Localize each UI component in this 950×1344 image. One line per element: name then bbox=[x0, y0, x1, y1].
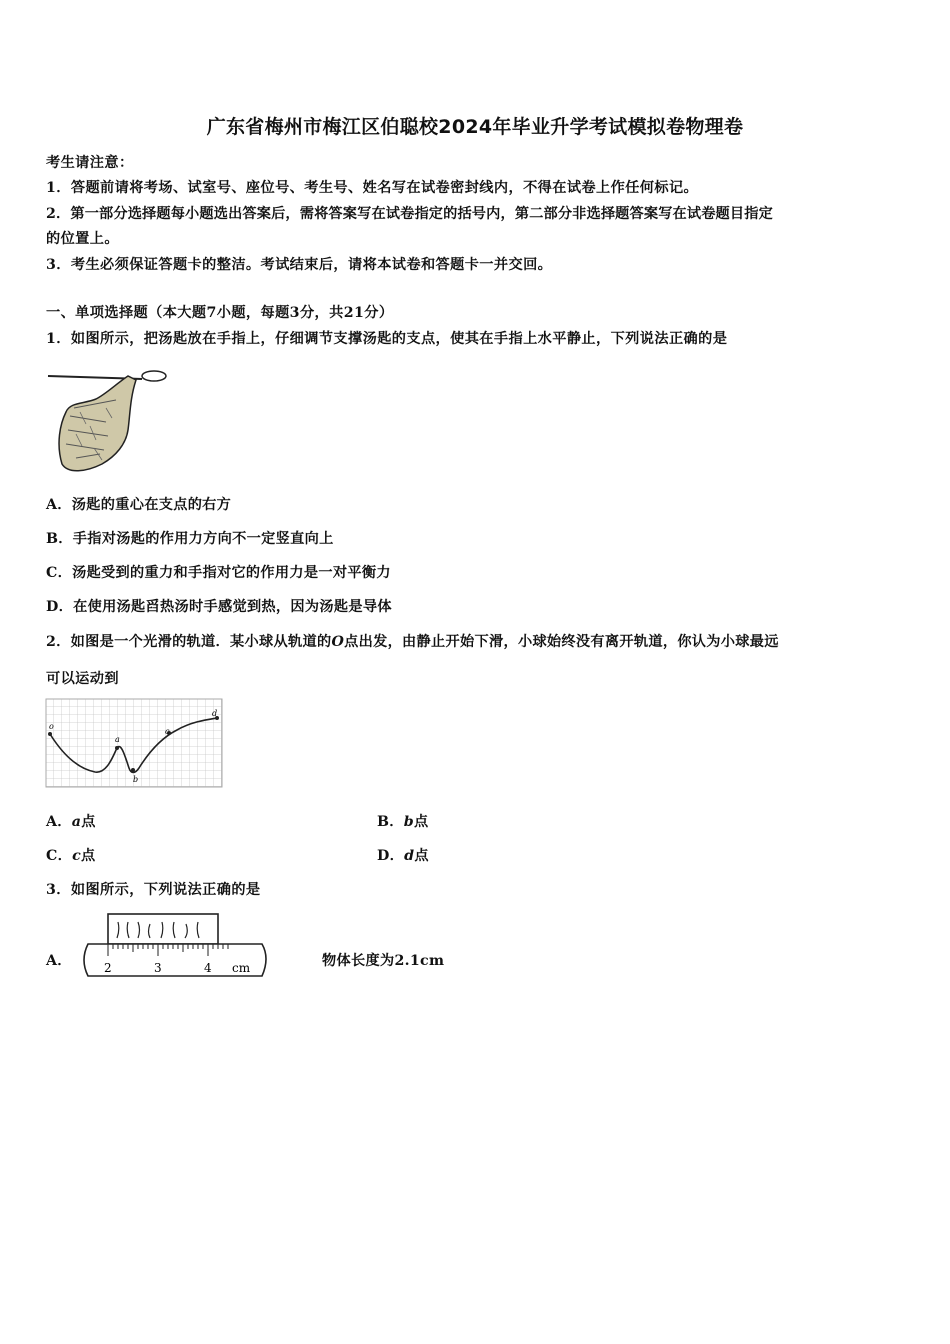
q2-stem-part1: 2．如图是一个光滑的轨道．某小球从轨道的 bbox=[46, 634, 332, 650]
q3-ruler-figure bbox=[78, 910, 272, 984]
q2-option-d bbox=[377, 845, 429, 865]
spoon-bowl bbox=[142, 371, 166, 381]
q1-option-d: D．在使用汤匙舀热汤时手感觉到热，因为汤匙是导体 bbox=[46, 599, 392, 615]
label-d: d bbox=[212, 709, 218, 718]
q2-option-b-var: b bbox=[403, 814, 415, 830]
q3-option-a-label: A． bbox=[46, 953, 72, 969]
q2-track-figure bbox=[45, 698, 223, 788]
notice-heading: 考生请注意： bbox=[46, 155, 134, 171]
q2-stem bbox=[46, 631, 779, 651]
q1-hand-spoon-figure bbox=[46, 364, 176, 476]
page-title: 广东省梅州市梅江区伯聪校2024年毕业升学考试模拟卷物理卷 bbox=[206, 116, 744, 138]
q2-option-d-suffix: 点 bbox=[414, 848, 429, 864]
q1-option-a: A．汤匙的重心在支点的右方 bbox=[46, 497, 232, 513]
q2-option-d-var: d bbox=[404, 848, 415, 864]
q3-stem: 3．如图所示，下列说法正确的是 bbox=[46, 882, 261, 898]
ruler-unit: cm bbox=[232, 961, 251, 975]
q1-option-c: C．汤匙受到的重力和手指对它的作用力是一对平衡力 bbox=[46, 565, 391, 581]
q2-option-c-prefix: C． bbox=[46, 848, 73, 864]
ruler-tick-4: 4 bbox=[204, 961, 212, 975]
hand-outline bbox=[59, 376, 136, 471]
q2-option-a bbox=[46, 811, 96, 831]
ruler-tick-2: 2 bbox=[104, 961, 112, 975]
label-o: o bbox=[49, 722, 54, 731]
notice-item-3: 3．考生必须保证答题卡的整洁。考试结束后，请将本试卷和答题卡一并交回。 bbox=[46, 257, 553, 273]
q2-option-b-suffix: 点 bbox=[414, 814, 429, 830]
q1-option-b: B．手指对汤匙的作用力方向不一定竖直向上 bbox=[46, 531, 334, 547]
q2-option-c-suffix: 点 bbox=[81, 848, 96, 864]
q2-option-a-suffix: 点 bbox=[81, 814, 96, 830]
q2-option-c bbox=[46, 845, 96, 865]
notice-item-2: 2．第一部分选择题每小题选出答案后，需将答案写在试卷指定的括号内，第二部分非选择题答案写在试卷题目指定 bbox=[46, 206, 773, 222]
q2-option-b bbox=[377, 811, 429, 831]
notice-item-1: 1．答题前请将考场、试室号、座位号、考生号、姓名写在试卷密封线内，不得在试卷上作任何标记。 bbox=[46, 180, 699, 196]
q2-option-b-prefix: B． bbox=[377, 814, 404, 830]
ruler-tick-3: 3 bbox=[154, 961, 162, 975]
label-a: a bbox=[115, 735, 120, 744]
q2-option-a-var: a bbox=[71, 814, 82, 830]
q2-stem-point-o: O bbox=[331, 634, 345, 650]
label-b: b bbox=[133, 775, 139, 784]
section-heading: 一、单项选择题（本大题7小题，每题3分，共21分） bbox=[46, 305, 394, 321]
q2-option-c-var: c bbox=[72, 848, 82, 864]
notice-item-2-cont: 的位置上。 bbox=[46, 231, 119, 247]
q3-option-a-text: 物体长度为2.1cm bbox=[322, 953, 445, 969]
q2-option-a-prefix: A． bbox=[46, 814, 72, 830]
q2-stem-part2: 点出发，由静止开始下滑，小球始终没有离开轨道，你认为小球最远 bbox=[344, 634, 779, 650]
q1-stem: 1．如图所示，把汤匙放在手指上，仔细调节支撑汤匙的支点，使其在手指上水平静止，下列说法正确的是 bbox=[46, 331, 728, 347]
q2-stem-line2: 可以运动到 bbox=[46, 671, 119, 687]
grid-background bbox=[46, 699, 222, 787]
label-c: c bbox=[165, 727, 170, 736]
q2-option-d-prefix: D． bbox=[377, 848, 405, 864]
